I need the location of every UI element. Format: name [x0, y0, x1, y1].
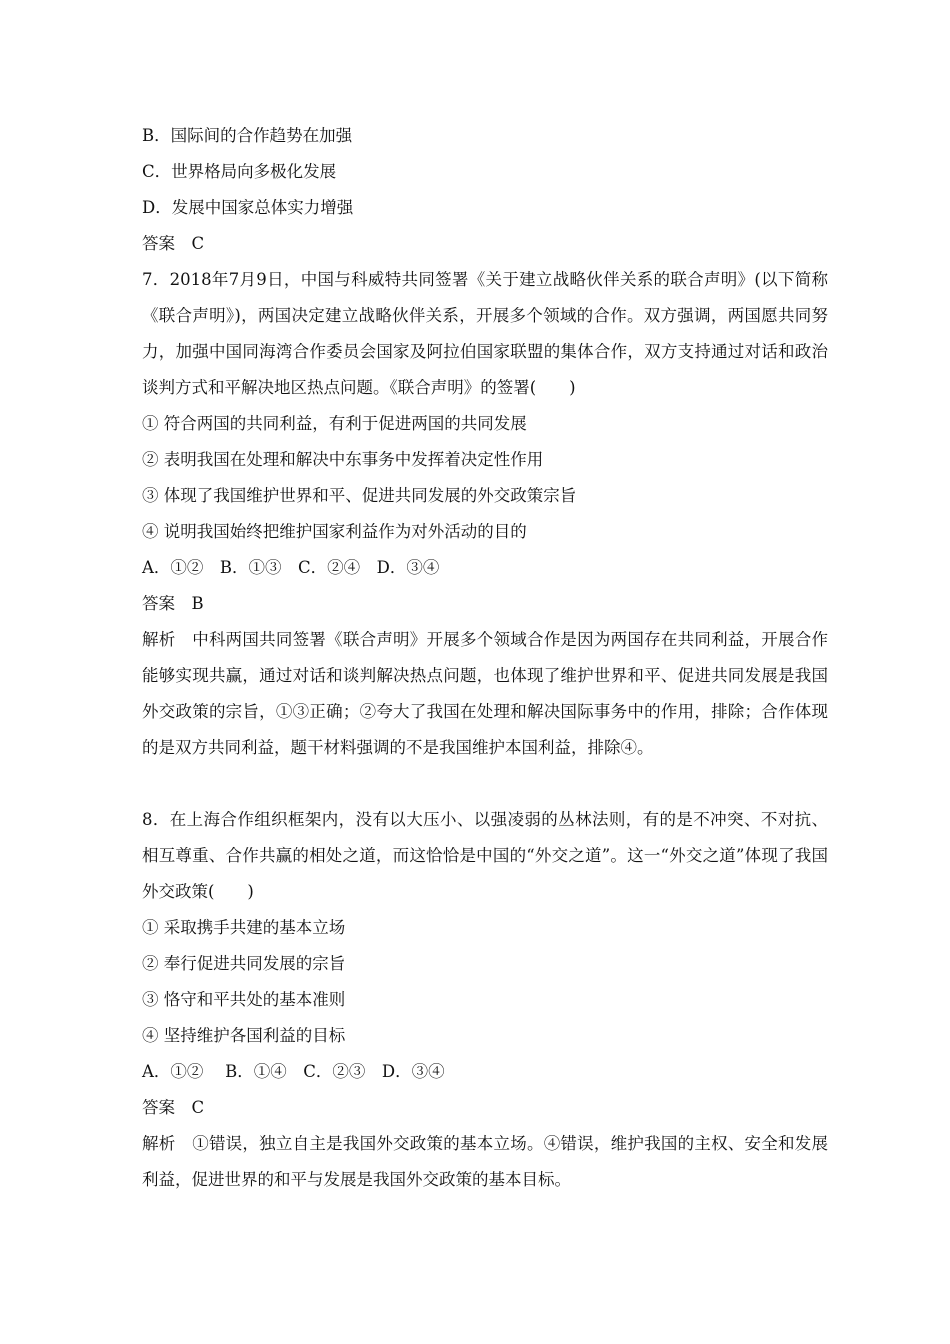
statement-item: ④ 说明我国始终把维护国家利益作为对外活动的目的 — [142, 522, 527, 541]
analysis: 解析 中科两国共同签署《联合声明》开展多个领域合作是因为两国存在共同利益，开展合作能够实现共赢，通过对话和谈判解决热点问题，也体现了维护世界和平、促进共同发展是我国外交政策的宗旨，①③正确；②夸大了我国在处理和解决国际事务中的作用，排除；合作体现的是双方共同利益，题干材料强调的不是我国维护本国利益，排除④。 — [142, 630, 828, 757]
question-stem: 8．在上海合作组织框架内，没有以大压小、以强凌弱的丛林法则，有的是不冲突、不对抗、相互尊重、合作共赢的相处之道，而这恰恰是中国的“外交之道”。这一“外交之道”体现了我国外交政策( ) — [142, 810, 828, 901]
statement-item: ③ 恪守和平共处的基本准则 — [142, 990, 346, 1009]
option-b: B．国际间的合作趋势在加强 — [142, 126, 353, 145]
answer-choices: A．①② B．①④ C．②③ D．③④ — [142, 1062, 445, 1081]
statement-item: ③ 体现了我国维护世界和平、促进共同发展的外交政策宗旨 — [142, 486, 577, 505]
option-c: C．世界格局向多极化发展 — [142, 162, 337, 181]
option-d: D．发展中国家总体实力增强 — [142, 198, 354, 217]
statement-item: ④ 坚持维护各国利益的目标 — [142, 1026, 346, 1045]
analysis: 解析 ①错误，独立自主是我国外交政策的基本立场。④错误，维护我国的主权、安全和发展利益，促进世界的和平与发展是我国外交政策的基本目标。 — [142, 1134, 828, 1189]
answer: 答案 C — [142, 1098, 205, 1117]
statement-item: ② 奉行促进共同发展的宗旨 — [142, 954, 346, 973]
answer-choices: A．①② B．①③ C．②④ D．③④ — [142, 558, 440, 577]
statement-item: ① 采取携手共建的基本立场 — [142, 918, 346, 937]
statement-item: ① 符合两国的共同利益，有利于促进两国的共同发展 — [142, 414, 527, 433]
question-7 — [142, 262, 828, 766]
answer: 答案 B — [142, 594, 204, 613]
question-8 — [142, 802, 828, 1198]
answer: 答案 C — [142, 234, 205, 253]
question-stem: 7．2018年7月9日，中国与科威特共同签署《关于建立战略伙伴关系的联合声明》(以下简称《联合声明》)，两国决定建立战略伙伴关系，开展多个领域的合作。双方强调，两国愿共同努力，加强中国同海湾合作委员会国家及阿拉伯国家联盟的集体合作，双方支持通过对话和政治谈判方式和平解决地区热点问题。《联合声明》的签署( ) — [142, 270, 828, 397]
statement-item: ② 表明我国在处理和解决中东事务中发挥着决定性作用 — [142, 450, 544, 469]
previous-question-tail — [142, 118, 828, 262]
